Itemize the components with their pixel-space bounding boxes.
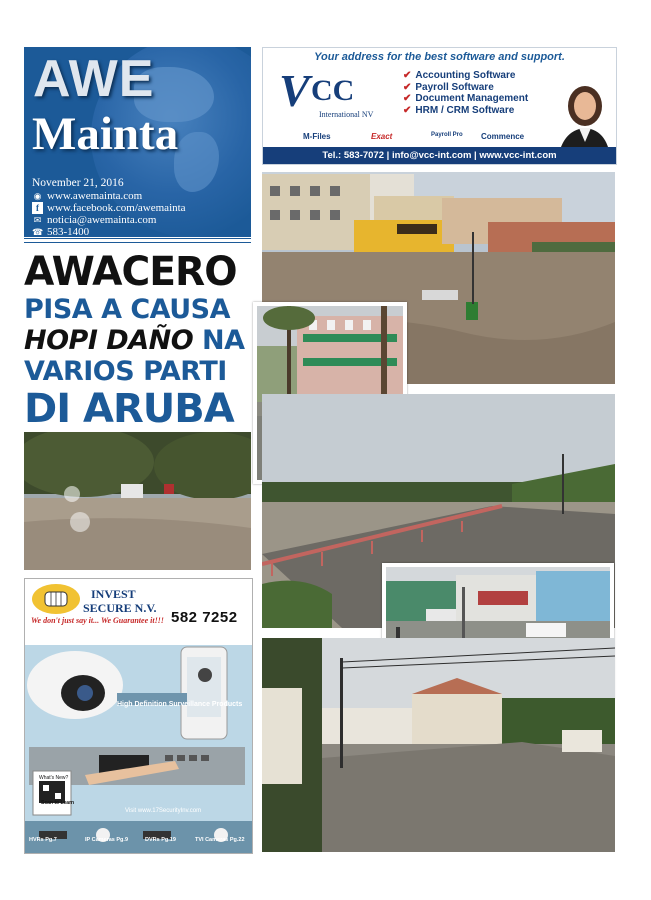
headline-line-5: DI ARUBA: [24, 386, 234, 432]
service-label: Payroll Software: [415, 81, 494, 93]
publication-date: November 21, 2016: [32, 177, 124, 189]
vcc-brand-logos: [303, 130, 563, 144]
fist-logo-icon: [31, 583, 81, 615]
invest-product-dvr: DVRs Pg.19: [145, 837, 176, 843]
invest-product-hvr: HVRs Pg.7: [29, 837, 57, 843]
vcc-services-list: [403, 70, 528, 116]
headline-line-2: PISA A CAUSA: [24, 294, 231, 325]
masthead-title-mainta: Mainta: [32, 108, 179, 160]
invest-hd-text: High Definition Surveillance Products: [117, 701, 243, 708]
invest-product-graphic: [25, 645, 252, 853]
headline-line-4: VARIOS PARTI: [24, 356, 227, 387]
globe-icon: ◉: [33, 191, 42, 201]
headline-line-3-italic: HOPI DAÑO: [24, 325, 194, 356]
list-item: [403, 82, 528, 94]
checkmark-icon: ✔: [403, 93, 412, 104]
masthead-info: [32, 177, 186, 237]
masthead-title-awe: AWE: [33, 50, 155, 108]
invest-name-line-2: SECURE N.V.: [83, 601, 157, 615]
checkmark-icon: ✔: [403, 70, 412, 81]
checkmark-icon: ✔: [403, 81, 412, 93]
mail-icon: ✉: [33, 215, 42, 225]
checkmark-icon: ✔: [403, 104, 412, 116]
facebook-icon: f: [32, 202, 43, 214]
main-headline: [24, 250, 254, 431]
list-item: [403, 70, 528, 82]
facebook-link[interactable]: www.facebook.com/awemainta: [47, 202, 186, 214]
brand-payrollpro: Payroll Pro: [431, 132, 463, 138]
website-link[interactable]: www.awemainta.com: [47, 190, 143, 202]
invest-whats-new: What's New?: [39, 775, 69, 781]
list-item: [403, 105, 528, 117]
invest-slogan: We don't just say it... We Guarantee it!!!: [31, 616, 164, 625]
brand-mfiles: M-Files: [303, 132, 331, 141]
email-link[interactable]: noticia@awemainta.com: [47, 214, 157, 226]
flood-photo-rural-road-image: [24, 432, 251, 570]
phone-number: 583-1400: [47, 226, 90, 237]
invest-product-tvicam: TVI Cameras Pg.22: [195, 837, 245, 843]
invest-name-line-1: INVEST: [91, 587, 136, 601]
invest-secure-advertisement[interactable]: [24, 578, 253, 854]
headline-line-1: AWACERO: [24, 249, 237, 295]
invest-website[interactable]: Visit www.17SecurityInv.com: [125, 808, 202, 814]
vcc-logo-v: V: [279, 65, 310, 116]
flood-photo-rural-road: [24, 432, 251, 570]
service-label: Accounting Software: [415, 70, 516, 81]
masthead: [24, 47, 251, 237]
invest-scan-label: Scan to Learn: [41, 800, 75, 806]
brand-commence: Commence: [481, 132, 525, 141]
vcc-logo: [279, 65, 375, 120]
vcc-logo-cc: CC: [311, 74, 355, 107]
invest-phone: 582 7252: [171, 609, 238, 626]
headline-line-3-rest: NA: [193, 325, 245, 356]
service-label: HRM / CRM Software: [415, 104, 515, 116]
headline-line-3: [24, 325, 254, 356]
vcc-contact-bar[interactable]: Tel.: 583-7072 | info@vcc-int.com | www.vcc-int.com: [263, 147, 616, 164]
list-item: [403, 93, 528, 105]
vcc-advertisement[interactable]: [262, 47, 617, 165]
service-label: Document Management: [415, 93, 529, 104]
brand-exact: Exact: [371, 132, 393, 141]
flood-photo-residential: [262, 638, 615, 852]
vcc-tagline: Your address for the best software and support.: [314, 51, 565, 63]
flood-photo-residential-image: [262, 638, 615, 852]
phone-icon: ☎: [32, 227, 44, 237]
invest-product-ipcam: IP Cameras Pg.9: [85, 837, 129, 843]
masthead-rule: [24, 238, 251, 243]
vcc-logo-subtitle: International NV: [319, 110, 374, 119]
